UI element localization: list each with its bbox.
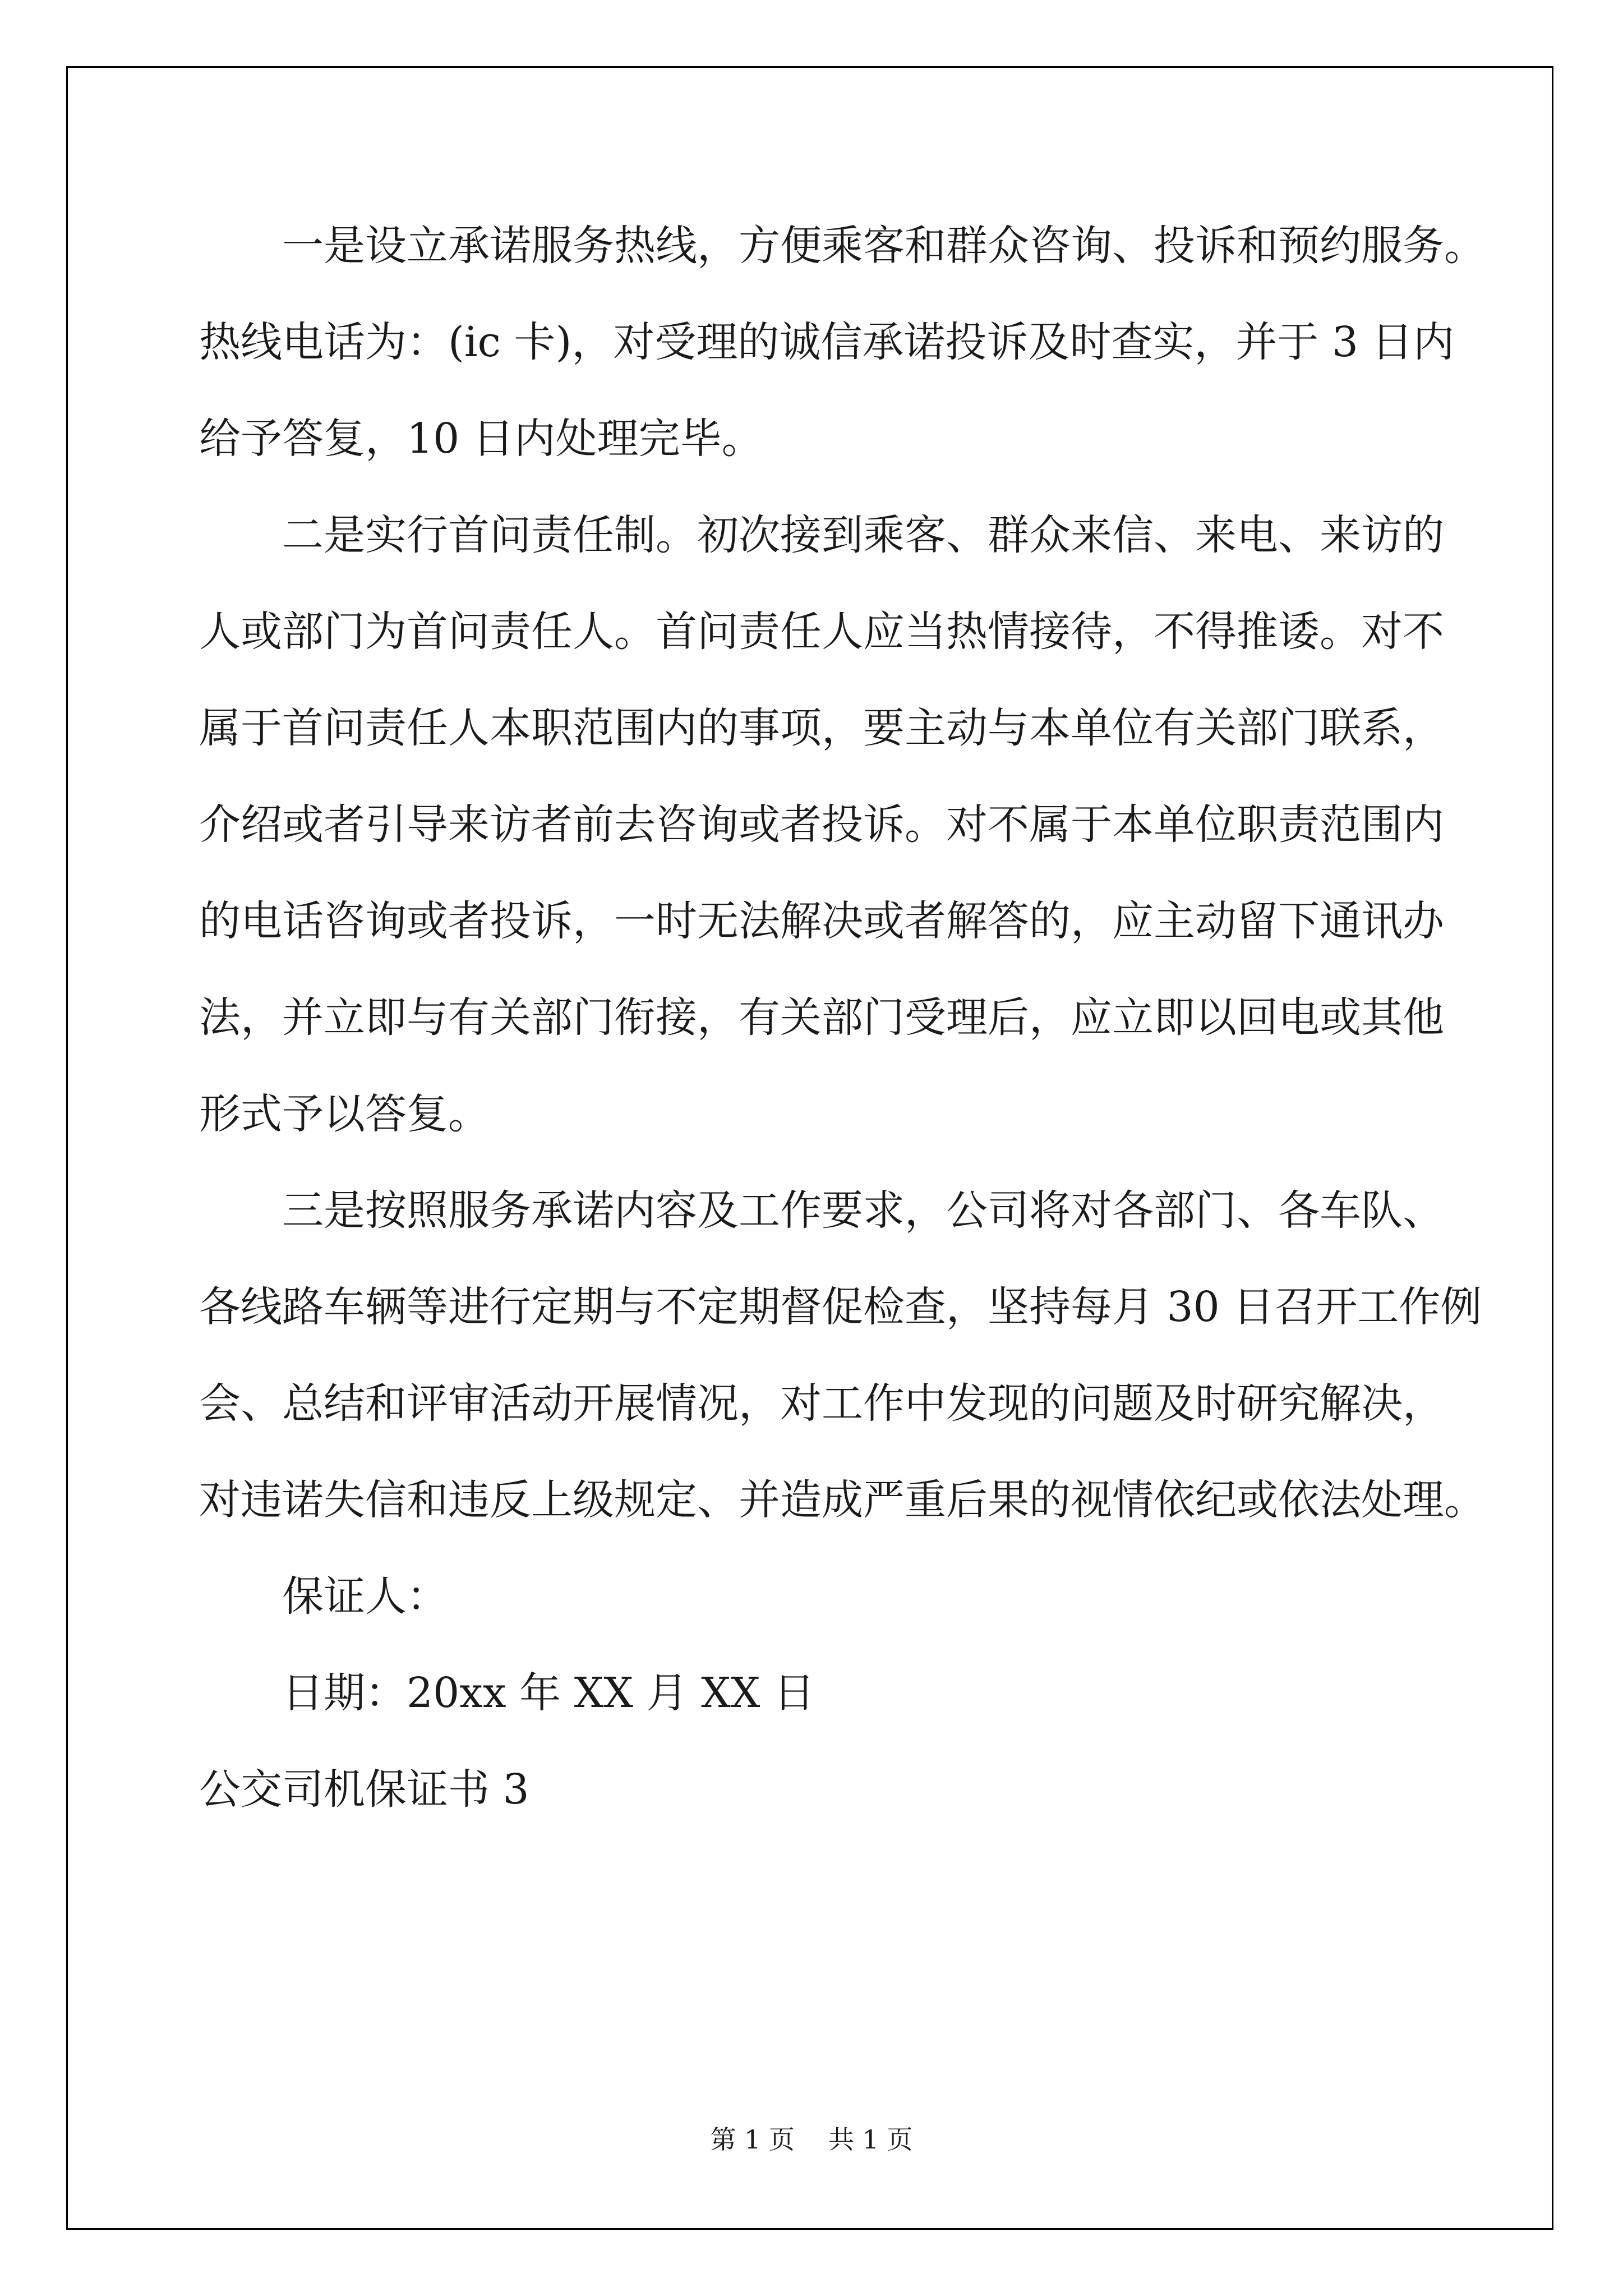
section-heading: 公交司机保证书 3 [199,1765,529,1814]
text-line: 对违诺失信和违反上级规定、并造成严重后果的视情依纪或依法处理。 [199,1476,1486,1524]
document-body [199,197,1495,1838]
text-line: 形式予以答复。 [199,1090,490,1138]
text-line: 介绍或者引导来访者前去咨询或者投诉。对不属于本单位职责范围内 [199,800,1444,849]
page-number-current: 第 1 页 [710,2124,795,2155]
guarantor-label: 保证人： [282,1572,448,1621]
text-line: 热线电话为：(ic 卡)，对受理的诚信承诺投诉及时查实，并于 3 日内 [199,318,1455,366]
text-line: 一是设立承诺服务热线，方便乘客和群众咨询、投诉和预约服务。 [282,222,1486,270]
text-line: 二是实行首问责任制。初次接到乘客、群众来信、来电、来访的 [282,511,1444,559]
text-line: 的电话咨询或者投诉，一时无法解决或者解答的，应主动留下通讯办 [199,897,1444,945]
page-footer [0,2119,1623,2156]
text-line: 会、总结和评审活动开展情况，对工作中发现的问题及时研究解决， [199,1379,1444,1428]
text-line: 法，并立即与有关部门衔接，有关部门受理后，应立即以回电或其他 [199,993,1444,1042]
page-number-total: 共 1 页 [828,2124,913,2155]
date-line: 日期：20xx 年 XX 月 XX 日 [282,1669,815,1717]
text-line: 属于首问责任人本职范围内的事项，要主动与本单位有关部门联系， [199,704,1444,752]
text-line: 人或部门为首问责任人。首问责任人应当热情接待，不得推诿。对不 [199,608,1444,656]
text-line: 三是按照服务承诺内容及工作要求，公司将对各部门、各车队、 [282,1186,1444,1235]
text-line: 给予答复，10 日内处理完毕。 [199,415,763,463]
text-line: 各线路车辆等进行定期与不定期督促检查，坚持每月 30 日召开工作例 [199,1283,1482,1331]
